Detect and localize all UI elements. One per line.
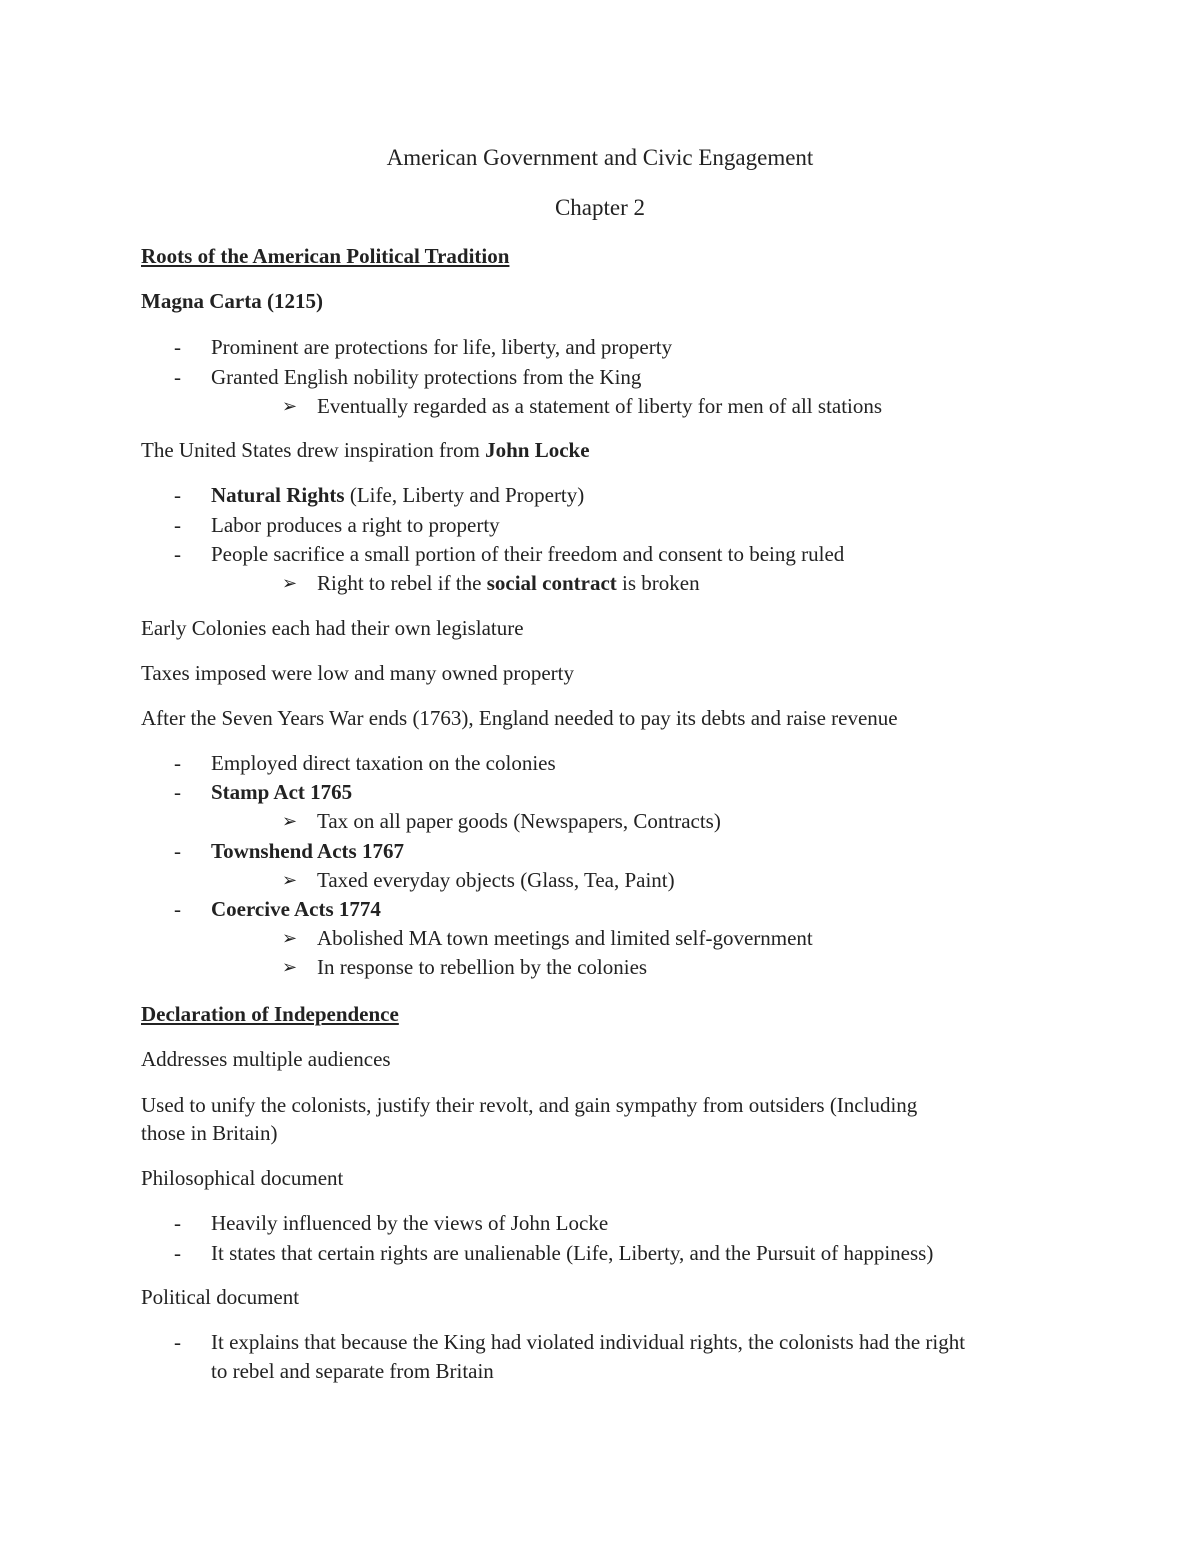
paragraph: After the Seven Years War ends (1763), England needed to pay its debts and raise revenue — [141, 706, 898, 730]
list-item — [211, 482, 584, 508]
arrow-bullet-icon: ➢ — [282, 396, 298, 416]
dash-bullet: - — [174, 751, 181, 775]
dash-bullet: - — [174, 365, 181, 389]
social-contract-term: social contract — [486, 571, 617, 595]
sub-list-item: Taxed everyday objects (Glass, Tea, Paint) — [317, 868, 675, 892]
paragraph: Political document — [141, 1285, 300, 1309]
document-title: American Government and Civic Engagement — [386, 145, 814, 170]
list-item: Labor produces a right to property — [211, 513, 500, 537]
arrow-bullet-icon: ➢ — [282, 573, 298, 593]
natural-rights-term: Natural Rights — [211, 483, 345, 507]
dash-bullet: - — [174, 513, 181, 537]
section-heading-roots: Roots of the American Political Tradition — [141, 244, 510, 268]
paragraph: Addresses multiple audiences — [141, 1047, 391, 1071]
dash-bullet: - — [174, 483, 181, 507]
list-item: Heavily influenced by the views of John Locke — [211, 1211, 609, 1235]
sub-list-item — [317, 570, 700, 596]
locke-intro-text: The United States drew inspiration from — [141, 438, 486, 462]
list-item: It states that certain rights are unalienable (Life, Liberty, and the Pursuit of happiness) — [211, 1241, 934, 1265]
dash-bullet: - — [174, 780, 181, 804]
dash-bullet: - — [174, 839, 181, 863]
chapter-title: Chapter 2 — [554, 195, 646, 220]
list-item: Granted English nobility protections from the King — [211, 365, 642, 389]
dash-bullet: - — [174, 1241, 181, 1265]
list-item: Employed direct taxation on the colonies — [211, 751, 556, 775]
arrow-bullet-icon: ➢ — [282, 957, 298, 977]
list-item: Stamp Act 1765 — [211, 780, 353, 804]
paragraph-line: Used to unify the colonists, justify their revolt, and gain sympathy from outsiders (Including — [141, 1093, 918, 1117]
dash-bullet: - — [174, 335, 181, 359]
locke-intro — [141, 437, 590, 463]
magna-carta-heading: Magna Carta (1215) — [141, 289, 323, 313]
dash-bullet: - — [174, 1211, 181, 1235]
dash-bullet: - — [174, 897, 181, 921]
natural-rights-desc: (Life, Liberty and Property) — [344, 483, 585, 507]
list-item-continuation: to rebel and separate from Britain — [211, 1359, 494, 1383]
paragraph: Early Colonies each had their own legislature — [141, 616, 524, 640]
paragraph-line: those in Britain) — [141, 1121, 278, 1145]
sub-list-item: Abolished MA town meetings and limited self-government — [317, 926, 813, 950]
sub-text: Right to rebel if the — [317, 571, 487, 595]
list-item: Townshend Acts 1767 — [211, 839, 404, 863]
locke-name: John Locke — [485, 438, 590, 462]
arrow-bullet-icon: ➢ — [282, 870, 298, 890]
sub-text: is broken — [616, 571, 700, 595]
dash-bullet: - — [174, 542, 181, 566]
arrow-bullet-icon: ➢ — [282, 811, 298, 831]
list-item: Prominent are protections for life, liberty, and property — [211, 335, 673, 359]
dash-bullet: - — [174, 1330, 181, 1354]
section-heading-declaration: Declaration of Independence — [141, 1002, 399, 1026]
list-item: Coercive Acts 1774 — [211, 897, 381, 921]
arrow-bullet-icon: ➢ — [282, 928, 298, 948]
sub-list-item: Tax on all paper goods (Newspapers, Contracts) — [317, 809, 721, 833]
paragraph: Taxes imposed were low and many owned property — [141, 661, 574, 685]
paragraph: Philosophical document — [141, 1166, 344, 1190]
list-item: It explains that because the King had violated individual rights, the colonists had the right — [211, 1330, 966, 1354]
sub-list-item: In response to rebellion by the colonies — [317, 955, 648, 979]
sub-list-item: Eventually regarded as a statement of liberty for men of all stations — [317, 394, 883, 418]
list-item: People sacrifice a small portion of their freedom and consent to being ruled — [211, 542, 845, 566]
